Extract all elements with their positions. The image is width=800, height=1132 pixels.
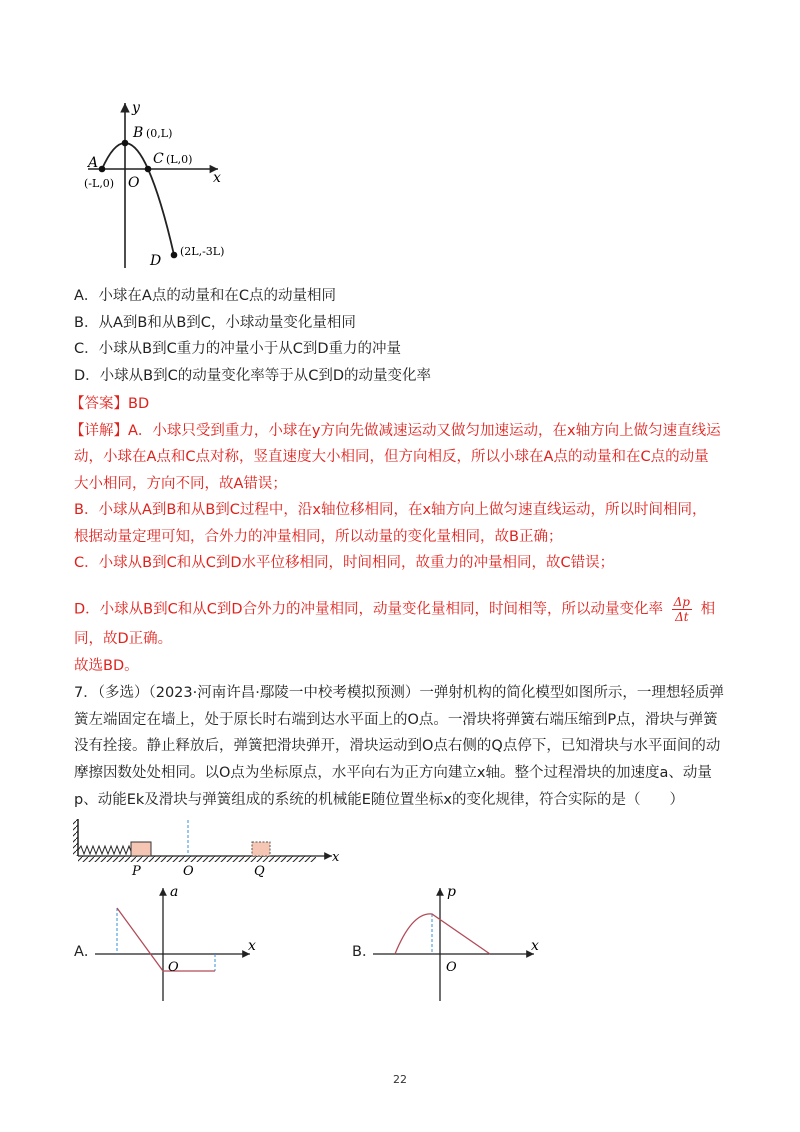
label-p: P: [132, 864, 141, 879]
point-c: [145, 166, 152, 173]
graph-a-origin: O: [168, 960, 179, 975]
slider-at-q: [252, 842, 270, 856]
spring-figure: [70, 815, 350, 880]
graph-a-curve: [117, 908, 215, 971]
point-a-label: A: [88, 155, 99, 171]
point-a: [99, 166, 106, 173]
point-a-coord: (-L,0): [84, 177, 115, 190]
graph-a-label: A．: [74, 944, 99, 960]
trajectory-figure: [80, 95, 250, 275]
axis-x-label: x: [213, 170, 221, 186]
label-o: O: [183, 864, 194, 879]
graph-b-y-label: p: [447, 884, 456, 900]
point-b: [122, 140, 129, 147]
fraction: [672, 595, 692, 624]
q7-line-5: p、动能Ek及滑块与弹簧组成的系统的机械能E随位置坐标x的变化规律，符合实际的是（ ）: [74, 792, 685, 808]
detail-line-5: 根据动量定理可知，合外力的冲量相同，所以动量的变化量相同，故B正确；: [74, 529, 563, 545]
point-d-label: D: [150, 253, 162, 269]
slider-at-p: [131, 842, 151, 856]
fraction-denominator: Δt: [675, 610, 689, 624]
option-c: C．小球从B到C重力的冲量小于从C到D重力的冲量: [74, 341, 401, 357]
point-b-coord: (0,L): [146, 127, 173, 140]
point-c-coord: (L,0): [166, 153, 193, 166]
detail-line-4: B．小球从A到B和从B到C过程中，沿x轴位移相同，在x轴方向上做匀速直线运动，所以时间相同，: [74, 502, 707, 518]
detail-line-3: 大小相同，方向不同，故A错误；: [74, 476, 287, 492]
graph-a-y-label: a: [170, 884, 179, 900]
q7-line-4: 摩擦因数处处相同。以O点为坐标原点，水平向右为正方向建立x轴。整个过程滑块的加速度a、动量: [74, 765, 712, 781]
origin-label: O: [128, 175, 140, 191]
detail-line-7: [74, 595, 715, 624]
graph-b-origin: O: [446, 960, 457, 975]
page-number: 22: [393, 1073, 407, 1086]
point-d-coord: (2L,-3L): [180, 245, 225, 258]
detail-line-2: 动，小球在A点和C点对称，竖直速度大小相同，但方向相反，所以小球在A点的动量和在C点的动量: [74, 449, 709, 465]
spring: [78, 846, 134, 854]
option-b: B．从A到B和从B到C，小球动量变化量相同: [74, 315, 356, 331]
point-b-label: B: [133, 125, 144, 141]
detail-line-8: 同，故D正确。: [74, 631, 173, 647]
q7-line-3: 没有拴接。静止释放后，弹簧把滑块弹开，滑块运动到O点右侧的Q点停下，已知滑块与水平面间的动: [74, 738, 721, 754]
graph-b: [368, 880, 553, 1005]
point-c-label: C: [153, 151, 164, 167]
floor: [78, 856, 316, 862]
label-q: Q: [254, 864, 265, 879]
detail-line-1: 【详解】A．小球只受到重力，小球在y方向先做减速运动又做匀加速运动，在x轴方向上做匀速直线运: [70, 423, 721, 439]
detail-line-7-text: D．小球从B到C和从C到D合外力的冲量相同，动量变化量相同，时间相等，所以动量变化率: [74, 601, 664, 618]
graph-a-x-label: x: [248, 938, 256, 954]
q7-line-1: 7．（多选）（2023·河南许昌·鄢陵一中校考模拟预测）一弹射机构的简化模型如图所示，一理想轻质弹: [74, 685, 724, 701]
label-x: x: [332, 850, 340, 865]
option-d: D．小球从B到C的动量变化率等于从C到D的动量变化率: [74, 368, 432, 384]
option-a: A．小球在A点的动量和在C点的动量相同: [74, 288, 336, 304]
point-d: [171, 252, 178, 259]
graph-b-label: B．: [352, 944, 377, 960]
answer: 【答案】BD: [70, 396, 150, 412]
q7-line-2: 簧左端固定在墙上，处于原长时右端到达水平面上的O点。一滑块将弹簧右端压缩到P点，滑块与弹簧: [74, 712, 718, 728]
fraction-numerator: Δp: [673, 595, 690, 609]
detail-line-9: 故选BD。: [74, 658, 139, 674]
detail-line-6: C．小球从B到C和从C到D水平位移相同，时间相同，故重力的冲量相同，故C错误；: [74, 555, 615, 571]
graph-a: [90, 880, 270, 1005]
detail-line-7-tail: 相: [700, 601, 716, 618]
graph-b-x-label: x: [531, 938, 539, 954]
graph-b-curve: [395, 914, 490, 954]
axis-y-label: y: [132, 100, 140, 116]
